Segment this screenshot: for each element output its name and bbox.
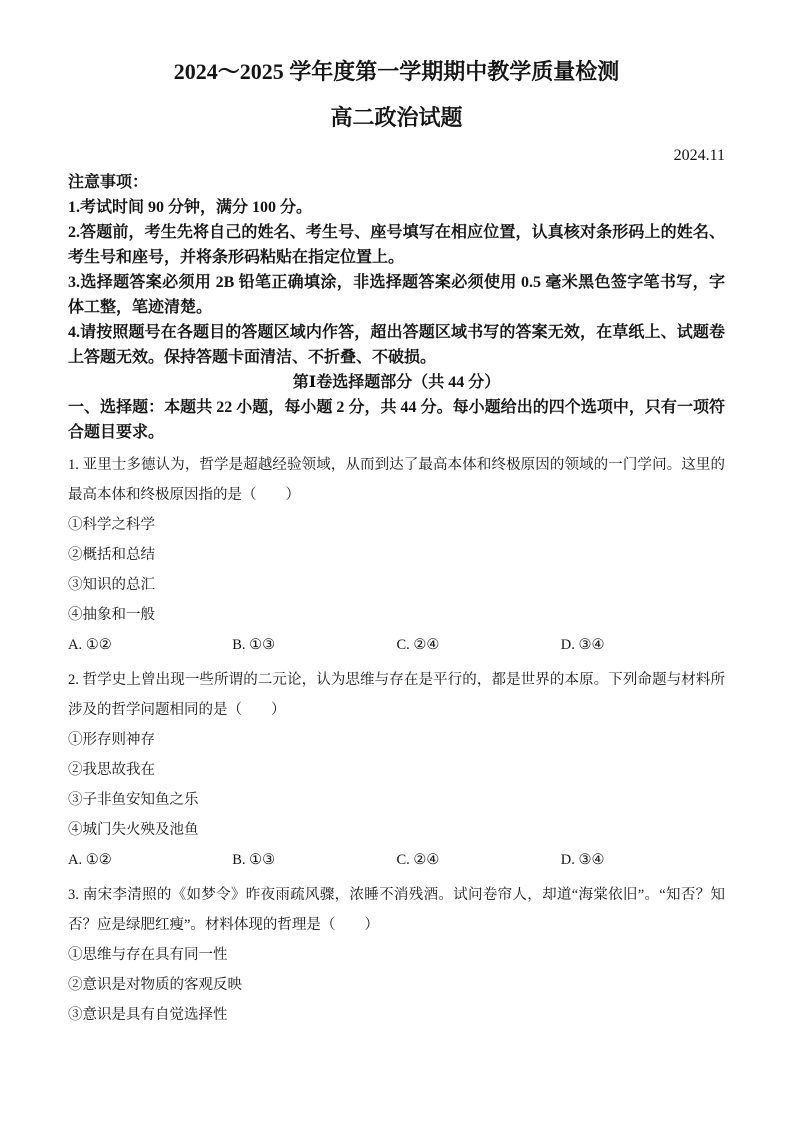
exam-subtitle: 高二政治试题 <box>330 105 463 130</box>
choice-c: C. ②④ <box>396 637 440 653</box>
choice-b: B. ①③ <box>232 852 276 868</box>
choice-c: C. ②④ <box>396 852 440 868</box>
exam-title: 2024～2025 学年度第一学期期中教学质量检测 <box>173 59 620 84</box>
question-3-item-2: ②意识是对物质的客观反映 <box>68 977 242 993</box>
question-2-item-3: ③子非鱼安知鱼之乐 <box>68 792 199 808</box>
notice-section <box>68 170 725 370</box>
choice-b: B. ①③ <box>232 637 276 653</box>
question-2-item-4: ④城门失火殃及池鱼 <box>68 822 199 838</box>
notice-item-1: 1.考试时间 90 分钟，满分 100 分。 <box>68 199 313 216</box>
notice-item-4: 4.请按照题号在各题目的答题区域内作答，超出答题区域书写的答案无效，在草纸上、试题卷上答题无效。保持答题卡面清洁、不折叠、不破损。 <box>68 324 725 366</box>
section-heading: 第Ⅰ卷选择题部分（共 44 分） <box>292 374 501 391</box>
choice-a: A. ①② <box>68 852 112 868</box>
question-3-stem: 3. 南宋李清照的《如梦令》昨夜雨疏风骤，浓睡不消残酒。试问卷帘人，却道“海棠依旧”。“知否？知否？应是绿肥红瘦”。材料体现的哲理是（ ） <box>68 887 725 933</box>
question-1-item-2: ②概括和总结 <box>68 547 155 563</box>
section-intro: 一、选择题：本题共 22 小题，每小题 2 分，共 44 分。每小题给出的四个选项中，只有一项符合题目要求。 <box>68 399 725 441</box>
question-3-item-1: ①思维与存在具有同一性 <box>68 947 228 963</box>
question-3-item-3: ③意识是具有自觉选择性 <box>68 1007 228 1023</box>
question-2-item-1: ①形存则神存 <box>68 732 155 748</box>
choice-d: D. ③④ <box>560 852 605 868</box>
question-3 <box>68 880 725 1030</box>
question-1-item-4: ④抽象和一般 <box>68 607 155 623</box>
notice-item-3: 3.选择题答案必须用 2B 铅笔正确填涂，非选择题答案必须使用 0.5 毫米黑色签字笔书写，字体工整，笔迹清楚。 <box>68 274 725 316</box>
notice-item-2: 2.答题前，考生先将自己的姓名、考生号、座号填写在相应位置，认真核对条形码上的姓名、考生号和座号，并将条形码粘贴在指定位置上。 <box>68 224 725 266</box>
question-1-choices <box>68 630 725 660</box>
question-2-choices <box>68 845 725 875</box>
choice-a: A. ①② <box>68 637 112 653</box>
question-2-stem: 2. 哲学史上曾出现一些所谓的二元论，认为思维与存在是平行的，都是世界的本原。下列命题与材料所涉及的哲学问题相同的是（ ） <box>68 672 725 718</box>
notice-heading: 注意事项： <box>68 174 149 191</box>
question-1-stem: 1. 亚里士多德认为，哲学是超越经验领域，从而到达了最高本体和终极原因的领域的一门学问。这里的最高本体和终极原因指的是（ ） <box>68 457 725 503</box>
question-2-item-2: ②我思故我在 <box>68 762 155 778</box>
question-1 <box>68 450 725 660</box>
choice-d: D. ③④ <box>560 637 605 653</box>
question-1-item-3: ③知识的总汇 <box>68 577 155 593</box>
exam-date: 2024.11 <box>673 147 725 164</box>
question-1-item-1: ①科学之科学 <box>68 517 155 533</box>
question-2 <box>68 665 725 875</box>
